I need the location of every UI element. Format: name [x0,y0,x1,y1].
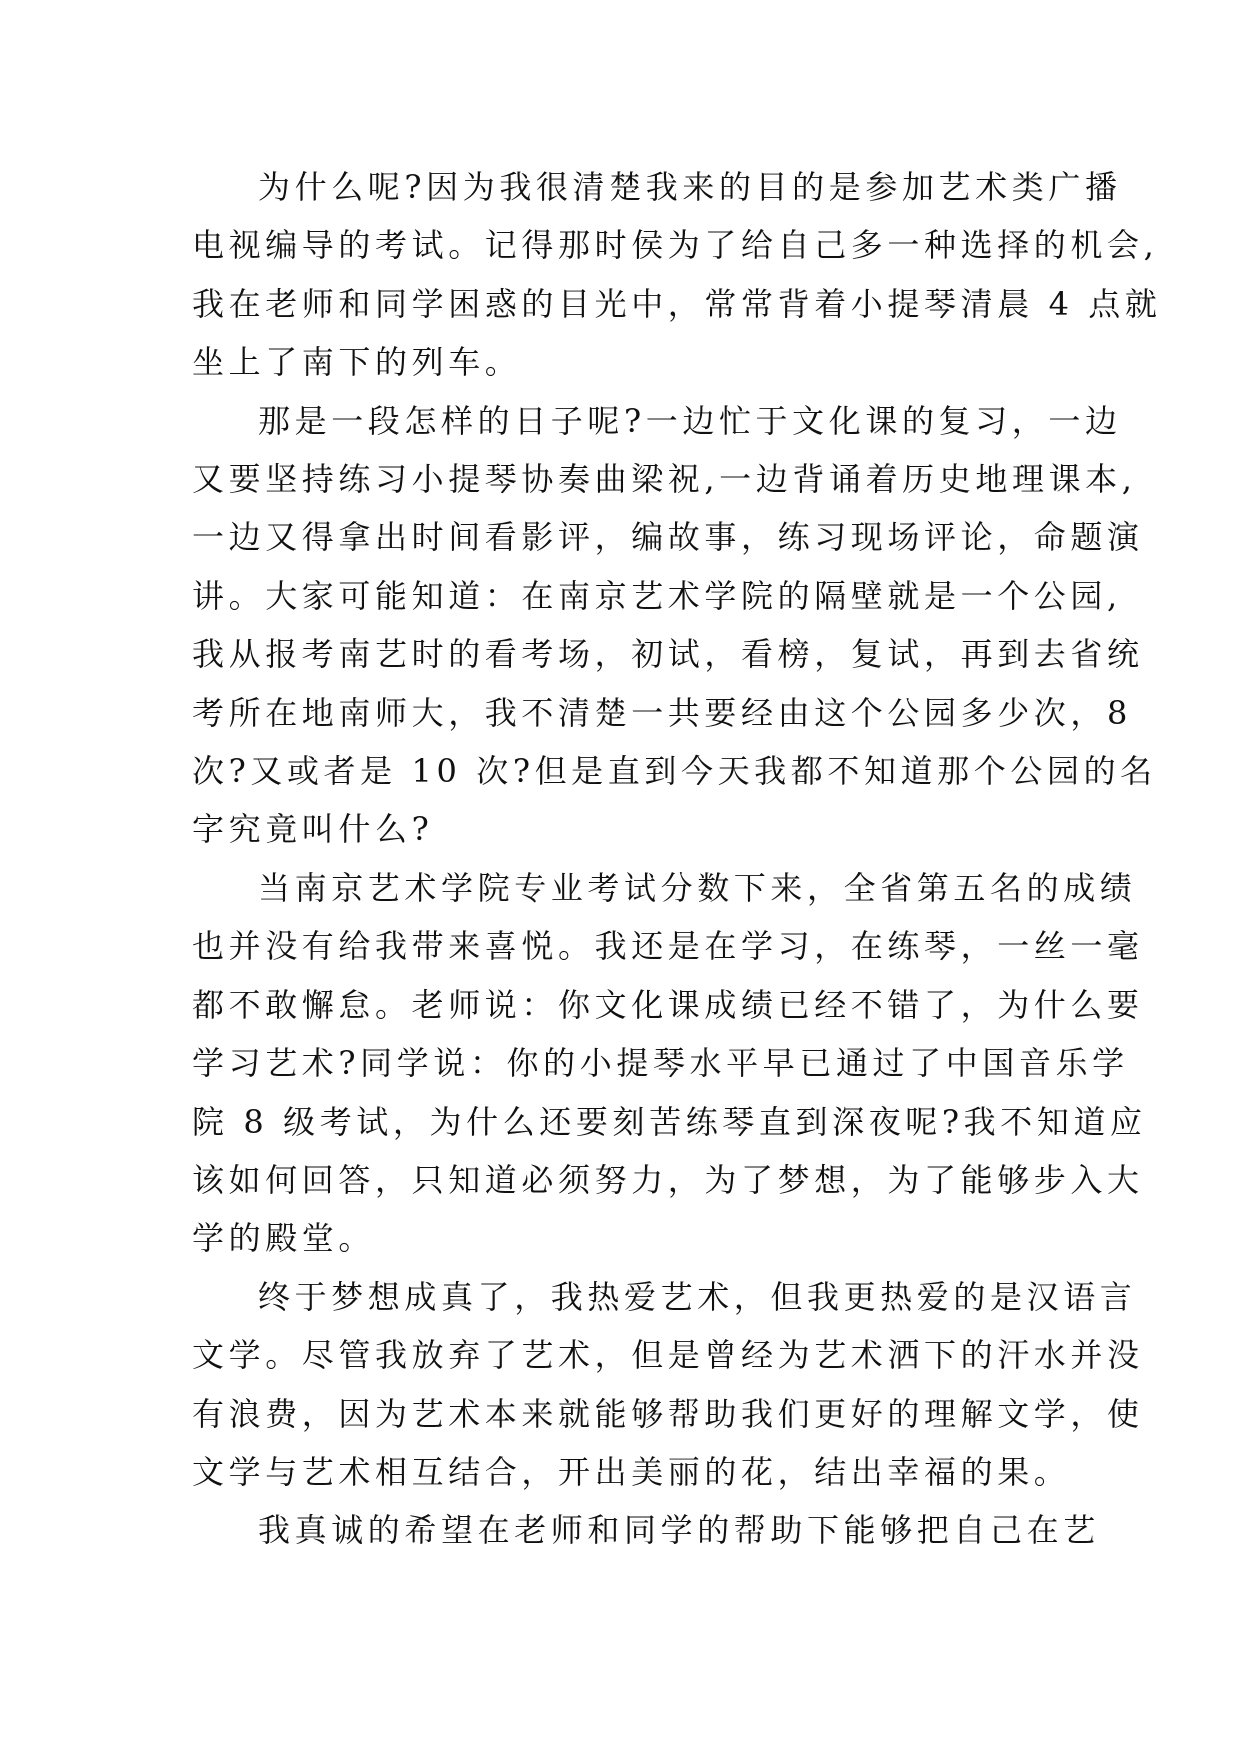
text-line: 有浪费，因为艺术本来就能够帮助我们更好的理解文学，使 [192,1394,1144,1433]
text-line: 又要坚持练习小提琴协奏曲梁祝,一边背诵着历史地理课本, [192,460,1137,499]
text-line: 一边又得拿出时间看影评，编故事，练习现场评论，命题演 [192,518,1144,557]
text-line: 文学与艺术相互结合，开出美丽的花，结出幸福的果。 [192,1452,1071,1491]
text-line: 坐上了南下的列车。 [192,343,522,382]
text-line: 那是一段怎样的日子呢?一边忙于文化课的复习，一边 [258,401,1122,440]
text-line: 当南京艺术学院专业考试分数下来，全省第五名的成绩 [258,868,1137,907]
paragraph-2 [192,392,1157,859]
text-line: 我在老师和同学困惑的目光中，常常背着小提琴清晨 4 点就 [192,284,1162,323]
text-line: 文学。尽管我放弃了艺术，但是曾经为艺术洒下的汗水并没 [192,1336,1144,1375]
text-line: 次?又或者是 10 次?但是直到今天我都不知道那个公园的名 [192,752,1157,791]
text-line: 都不敢懈怠。老师说：你文化课成绩已经不错了，为什么要 [192,985,1144,1024]
paragraph-5 [192,1501,1100,1559]
text-line: 电视编导的考试。记得那时侯为了给自己多一种选择的机会, [192,226,1159,265]
text-line: 学的殿堂。 [192,1219,376,1258]
text-line: 院 8 级考试，为什么还要刻苦练琴直到深夜呢?我不知道应 [192,1102,1147,1141]
text-line: 终于梦想成真了，我热爱艺术，但我更热爱的是汉语言 [258,1277,1137,1316]
text-line: 考所在地南师大，我不清楚一共要经由这个公园多少次，8 [192,693,1132,732]
text-line: 学习艺术?同学说：你的小提琴水平早已通过了中国音乐学 [192,1044,1129,1083]
paragraph-3 [192,859,1147,1268]
text-line: 我从报考南艺时的看考场，初试，看榜，复试，再到去省统 [192,635,1144,674]
text-line: 我真诚的希望在老师和同学的帮助下能够把自己在艺 [258,1511,1100,1550]
text-line: 讲。大家可能知道：在南京艺术学院的隔壁就是一个公园, [192,576,1122,615]
text-line: 该如何回答，只知道必须努力，为了梦想，为了能够步入大 [192,1160,1144,1199]
text-line: 字究竟叫什么? [192,810,434,849]
paragraph-4 [192,1268,1144,1502]
text-line: 也并没有给我带来喜悦。我还是在学习，在练琴，一丝一毫 [192,927,1144,966]
text-line: 为什么呢?因为我很清楚我来的目的是参加艺术类广播 [258,168,1122,206]
paragraph-1 [192,158,1162,392]
document-body [192,158,1162,1560]
